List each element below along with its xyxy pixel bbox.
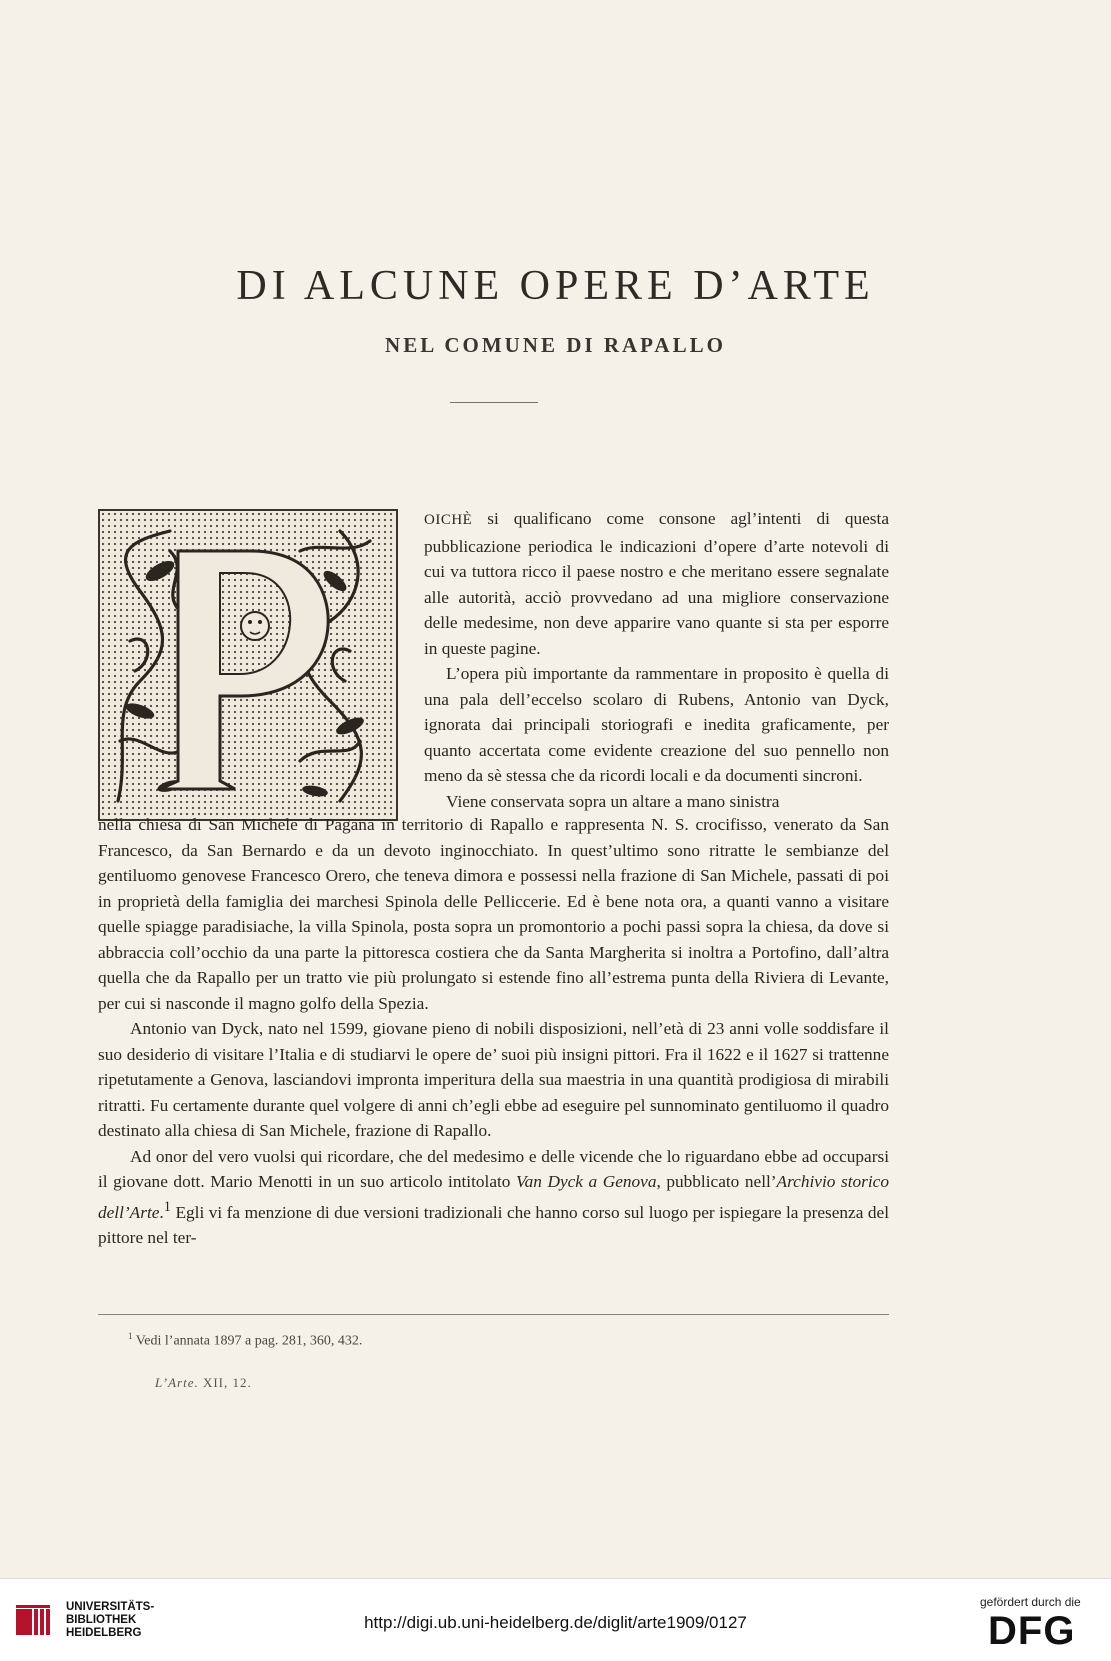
paragraph-1-text: si qualificano come consone agl’intenti di questa pubblicazione periodica le indicazioni d’opere d’arte notevoli di cui va tuttora ricco il paese nostro e che meritano essere segnalate alle autorità, acciò provvedano ad una migliore conservazione delle medesime, non deve apparire vano quante si sta per esporre in queste pagine.: [424, 509, 889, 658]
paragraph-5-text-c: Egli vi fa menzione di due versioni tradizionali che hanno corso sul luogo per ispiegare la presenza del pittore nel ter-: [98, 1202, 889, 1247]
footnote-text: Vedi l’annata 1897 a pag. 281, 360, 432.: [135, 1333, 363, 1349]
institution-line-2: BIBLIOTHEK: [66, 1614, 137, 1626]
signature-volume: XII, 12.: [198, 1375, 252, 1390]
digitization-footer: [0, 1578, 1111, 1661]
paragraph-5-text-a: Ad onor del vero vuolsi qui ricordare, che del medesimo e delle vicende che lo riguardano ebbe ad occuparsi il giovane dott. Mario Menotti in un suo articolo intitolato: [98, 1146, 889, 1191]
paragraph-1: [424, 506, 889, 661]
permalink-url[interactable]: http://digi.ub.uni-heidelberg.de/diglit/arte1909/0127: [364, 1613, 747, 1632]
paragraph-2: L’opera più importante da rammentare in proposito è quella di una pala dell’eccelso scolaro di Rubens, Antonio van Dyck, ignorata dai principali storiografi e inedita graficamente, per quanto accertata come evidente creazione del suo pennello non meno da sè stessa che da ricordi locali e da documenti sincroni.: [424, 664, 889, 785]
footnote-reference: 1: [163, 1198, 171, 1215]
signature-journal: L’Arte.: [155, 1375, 199, 1390]
title-divider: [450, 402, 538, 403]
article-subtitle: NEL COMUNE DI RAPALLO: [385, 333, 726, 357]
article-title: DI ALCUNE OPERE D’ARTE: [236, 263, 875, 309]
institution-line-1: UNIVERSITÄTS-: [66, 1601, 155, 1613]
journal-title: Archivio storico dell’Arte: [98, 1172, 889, 1222]
funding-caption: gefördert durch die: [980, 1595, 1081, 1609]
opening-paragraphs: [424, 506, 889, 814]
citation-title: Van Dyck a Genova: [516, 1172, 657, 1191]
footnote-divider: [98, 1314, 889, 1315]
paragraph-3-continued: nella chiesa di San Michele di Pagana in territorio di Rapallo e rappresenta N. S. crocifisso, venerato da San Francesco, da San Bernardo e da un devoto inginocchiato. In quest’ultimo sono ritratte le sembianze del gentiluomo genovese Francesco Orero, che teneva dimora e possessi nella frazione di San Michele, passati di poi in proprietà della famiglia dei marchesi Spinola delle Pelliccerie. Ed è bene nota ora, a quanti vanno a visitare quelle spiagge paradisiache, la villa Spinola, posta sopra un promontorio a pochi passi sopra la chiesa, da dove si abbraccia coll’occhio da una parte la pittoresca costiera che da Santa Margherita si inoltra a Portofino, dall’altra quella che da Rapallo per un tratto vie più prolungato si estende fino all’estrema punta della Riviera di Levante, per cui si nasconde il magno golfo della Spezia.: [98, 815, 889, 1013]
paragraph-5-period: .: [159, 1202, 164, 1222]
paragraph-3-start: Viene conservata sopra un altare a mano sinistra: [446, 791, 780, 811]
dfg-logo: DFG: [988, 1609, 1076, 1653]
footnote: [128, 1331, 362, 1350]
institution-line-3: HEIDELBERG: [66, 1627, 142, 1639]
paragraph-4: Antonio van Dyck, nato nel 1599, giovane pieno di nobili disposizioni, nell’età di 23 anni volle soddisfare il suo desiderio di visitare l’Italia e di studiarvi le opere de’ suoi più insigni pittori. Fra il 1622 e il 1627 si trattenne ripetutamente a Genova, lasciandovi impronta imperitura della sua maestria in una quantità prodigiosa di mirabili ritratti. Fu certamente durante quel volgere di anni ch’egli ebbe ad eseguire pel sunnominato gentiluomo il quadro destinato alla chiesa di San Michele, frazione di Rapallo.: [98, 1019, 889, 1140]
initial-letter-ornament-icon: [100, 511, 396, 819]
paragraph-5-text-b: , pubblicato nell’: [656, 1172, 777, 1191]
main-text-column: [98, 812, 889, 1250]
first-word-rest: OICHÈ: [424, 512, 473, 528]
paragraph-5: [98, 1144, 889, 1251]
footnote-mark: 1: [128, 1331, 133, 1341]
decorated-initial: [98, 509, 398, 821]
page-signature: [155, 1375, 252, 1391]
